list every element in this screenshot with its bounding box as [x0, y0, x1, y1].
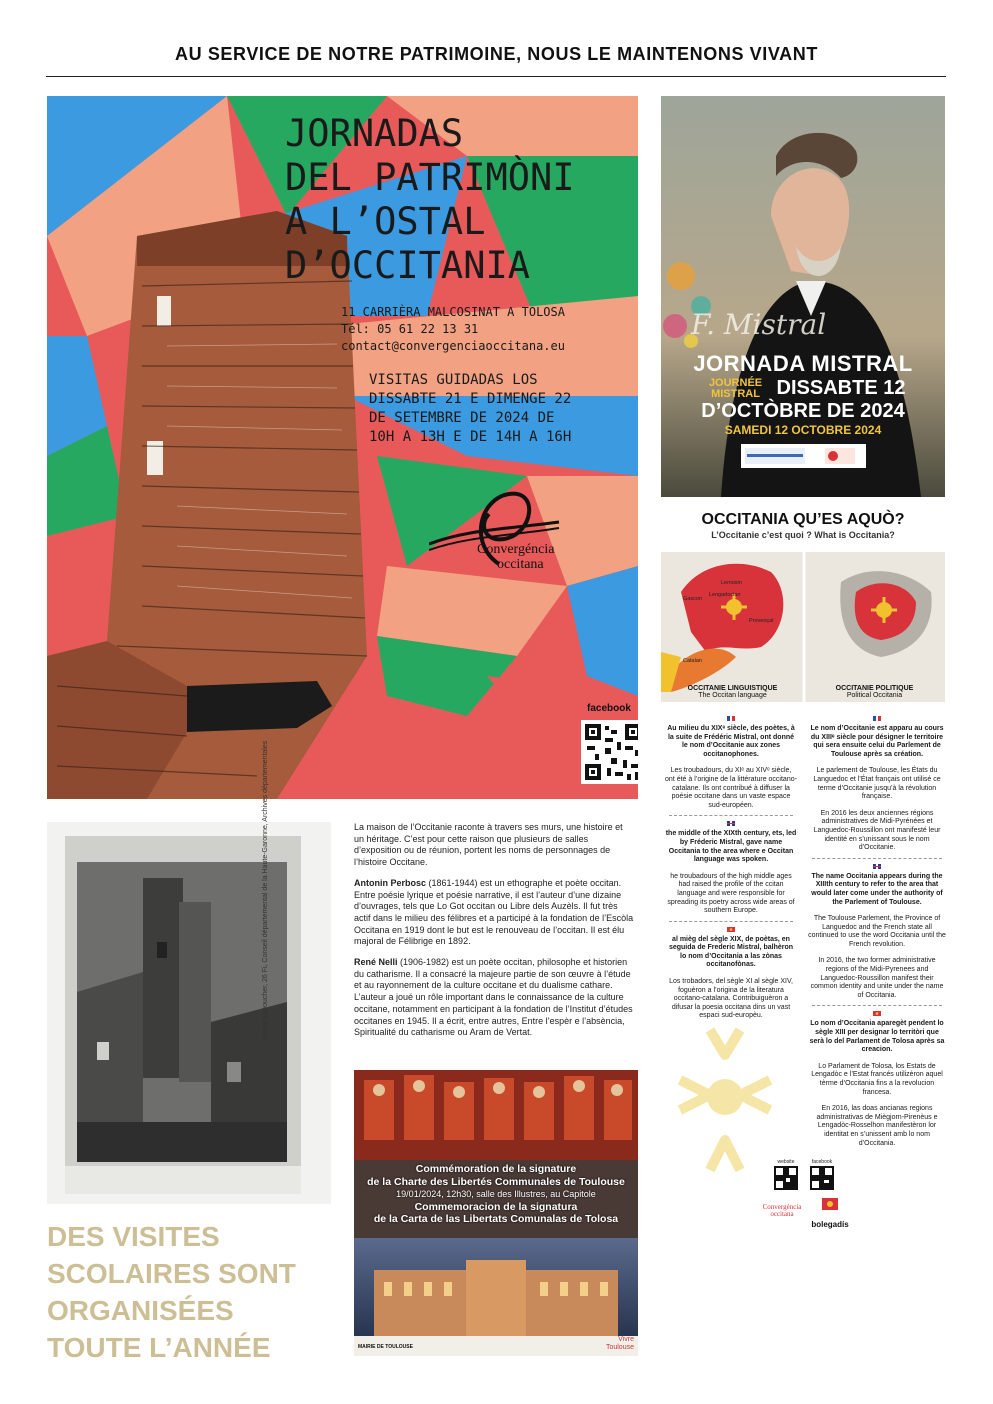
vivre-toulouse-logo	[590, 1336, 634, 1352]
convergencia-logo-text	[477, 542, 555, 572]
occitania-maps	[661, 552, 945, 702]
mistral-line-1: JORNADA MISTRAL	[693, 351, 913, 376]
visits-line: TOUTE L’ANNÉE	[47, 1332, 271, 1363]
mistral-title-block	[661, 351, 945, 437]
charte-poster	[354, 1070, 638, 1356]
text-block: Le parlement de Toulouse, les États du Languedoc et l’État français ont utilisé ce terme d’Occitanie jusqu’à la révolution française.	[813, 767, 941, 801]
logo-line: Vivre	[618, 1336, 634, 1343]
charte-line: de la Carta de las Libertats Comunalas de Tolosa	[373, 1213, 619, 1225]
text-block: En 2016, las doas ancianas regions administrativas de Miègjorn-Pirenèus e Lengadòc-Rosselhon manifestèron lor identitat en s’unissent amb lo nom d’Occitania.	[816, 1105, 938, 1147]
occitania-left-column	[665, 716, 797, 1021]
divider	[812, 858, 942, 859]
map-label-line: OCCITANIE POLITIQUE	[835, 685, 914, 692]
poster-visits-line: DISSABTE 21 E DIMENGE 22	[369, 391, 572, 407]
bolegadis-logo-text: bolegadís	[811, 1220, 849, 1229]
text-block: al mièg del sègle XIX, de poètas, en seguida de Frederic Mistral, balhèron lo nom d’Occitania a las zònas occitanofònas.	[668, 935, 794, 969]
partner-logos-icon	[741, 444, 866, 468]
text-block: Les troubadours, du XIᵉ au XIVᵉ siècle, ont été à l’origine de la littérature occitano-catalane. Ils ont contribué à diffuser la poésie occitane dans un vaste espace sud-européen.	[665, 767, 797, 809]
mistral-signature: F. Mistral	[691, 308, 827, 341]
poster-visits-line: DE SETEMBRE DE 2024 DE	[369, 410, 555, 426]
map-region-label: Lemosin	[721, 580, 742, 586]
jornadas-poster	[47, 96, 638, 799]
mistral-logos	[741, 444, 866, 468]
facebook-label: facebook	[811, 1159, 833, 1165]
mistral-line-3: D’OCTÒBRE DE 2024	[701, 400, 905, 422]
bolegadis-logo-icon	[822, 1198, 838, 1210]
map-label-line: The Occitan language	[698, 692, 767, 699]
logo-line: Convergéncia	[477, 542, 555, 557]
mistral-line-2: DISSABTE 12	[776, 377, 906, 399]
occitan-flag-icon	[727, 927, 735, 932]
mistral-poster	[661, 96, 945, 497]
poster-visits-line: 10H A 13H E DE 14H A 16H	[369, 429, 572, 445]
poster-phone: Tél: 05 61 22 13 31	[341, 322, 479, 336]
school-visits-callout	[47, 1218, 296, 1366]
text-block: Lo Parlament de Tolosa, los Estats de Lengadòc e l’Estat francés utilizèron aquel tèrme d’Occitania fins a la revolucion francesa.	[811, 1062, 943, 1096]
text-block: The name Occitania appears during the XIIIth century to refer to the area that would later come under the authority of the Parlement of Toulouse.	[811, 872, 943, 906]
map-region-label: Provençal	[749, 618, 774, 624]
poster-title: JORNADAS DEL PATRIMÒNI A L’OSTAL D’OCCITANIA	[285, 112, 575, 287]
logo-line: Convergéncia	[762, 1203, 802, 1211]
text-block: Los trobadors, del sègle XI al sègle XIV, foguèron a l’origina de la literatura occitano-catalana. Contribuiguèron a difusar la poesia occitana dins un vast espaci sud-europèu.	[669, 978, 793, 1020]
qr-code-icon	[581, 720, 638, 784]
visits-line: SCOLAIRES SONT	[47, 1258, 296, 1289]
website-label: website	[777, 1159, 795, 1165]
mistral-line-2-wrap	[661, 377, 945, 400]
historic-photo	[47, 822, 331, 1204]
nelli-text: (1906-1982) est un poète occitan, philosophe et historien du catharisme. Il a consacré la majeure partie de son œuvre à l’étude et au rayonnement de la culture occitane et du dualisme cathare. L’auteur a joué un rôle important dans le connaissance de la culture occitane, notamment en participant à la fondation de l’Institut d’études occitanes en 1945. Il a écrit, entre autres, Entre l’espèr e l’absència, Spiritualité du catharisme ou Aram de Vertat.	[354, 957, 633, 1038]
convergencia-small-logo	[752, 1204, 812, 1218]
poster-facebook-label: facebook	[587, 703, 631, 714]
occitania-map-art	[661, 552, 945, 702]
header-rule	[46, 76, 946, 77]
perbosc-paragraph	[354, 878, 634, 948]
occitan-cross-icon	[670, 1010, 780, 1190]
french-flag-icon	[727, 716, 735, 721]
qr-code-icon	[810, 1166, 834, 1190]
visits-line: ORGANISÉES	[47, 1295, 234, 1326]
text-block: The Toulouse Parlement, the Province of Languedoc and the French state all continued to use the word Occitania until the French revolution.	[808, 915, 946, 948]
occitania-right-column	[808, 716, 946, 1148]
logo-line: occitana	[770, 1210, 794, 1218]
intro-paragraph: La maison de l’Occitanie raconte à travers ses murs, une histoire et un héritage. C’est pour cette raison que plusieurs de salles d’exposition ou de réunion, portent les noms de personnages de l’histoire Occitane.	[354, 822, 623, 868]
charte-text	[354, 1163, 638, 1226]
photo-credit: Fonds Laboucher, 26 Fi, Conseil départemental de la Haute-Garonne, Archives départementales	[262, 740, 269, 1040]
qr-code-icon	[774, 1166, 798, 1190]
divider	[669, 921, 793, 922]
visits-line: DES VISITES	[47, 1221, 220, 1252]
mistral-line-2-small: JOURNÉE MISTRAL	[708, 376, 763, 400]
divider	[669, 815, 793, 816]
map-region-label: Lengadocian	[709, 592, 741, 598]
text-block: he troubadours of the high middle ages had raised the profile of the ccitan language and were responsible for spreading its poetry across wide areas of southern Europe.	[667, 872, 795, 915]
text-block: En 2016 les deux anciennes régions administratives de Midi-Pyrénées et Languedoc-Roussillon ont manifesté leur identité en s’unissant sous le nom d’Occitanie.	[813, 809, 941, 852]
uk-flag-icon	[873, 864, 881, 869]
map-region-label: Catalan	[683, 658, 702, 664]
text-block: In 2016, the two former administrative regions of the Midi-Pyrenees and Languedoc-Roussillon manifest their common identity and unite under the name of Occitania.	[810, 957, 944, 999]
poster-visits	[369, 371, 571, 447]
mistral-line-4: SAMEDI 12 OCTOBRE 2024	[724, 423, 882, 437]
map-region-label: Gascon	[683, 596, 702, 602]
logo-line: occitana	[497, 557, 544, 572]
divider	[812, 1005, 942, 1006]
poster-visits-line: VISITAS GUIDADAS LOS	[369, 372, 538, 388]
text-block: Le nom d’Occitanie est apparu au cours du XIIIᵉ siècle pour désigner le territoire qui sera ensuite celui du Parlement de Toulouse après sa création.	[810, 725, 944, 758]
occitan-flag-icon	[873, 1011, 881, 1016]
uk-flag-icon	[727, 821, 735, 826]
charte-line: Commémoration de la signature	[415, 1163, 577, 1175]
logo-line: Toulouse	[605, 1344, 634, 1351]
charte-line: Commemoracion de la signatura	[414, 1200, 578, 1213]
occitania-subtitle: L’Occitanie c’est quoi ? What is Occitania?	[711, 530, 895, 540]
perbosc-name: Antonin Perbosc	[354, 877, 427, 888]
occitania-title: OCCITANIA QU’ES AQUÒ?	[701, 511, 905, 528]
poster-email: contact@convergenciaoccitana.eu	[341, 339, 565, 353]
body-text	[354, 822, 634, 1048]
charte-line: de la Charte des Libertés Communales de Toulouse	[367, 1175, 625, 1188]
charte-date: 19/01/2024, 12h30, salle des Illustres, au Capitole	[396, 1189, 596, 1199]
map-left-label	[661, 685, 804, 699]
text-block: Lo nom d’Occitania aparegèt pendent lo sègle XIII per designar lo territòri que serà lo del Parlament de Tolosa après sa creacion.	[809, 1020, 945, 1054]
map-right-label	[804, 685, 945, 699]
historic-photo-art	[47, 822, 331, 1204]
page-headline: AU SERVICE DE NOTRE PATRIMOINE, NOUS LE MAINTENONS VIVANT	[175, 44, 818, 64]
french-flag-icon	[873, 716, 881, 721]
mairie-logo: MAIRIE DE TOULOUSE	[358, 1344, 413, 1350]
nelli-paragraph	[354, 957, 634, 1039]
text-block: the middle of the XIXth century, ets, led by Fréderic Mistral, gave name Occitania to the area where e Occitan language was spoken.	[665, 830, 797, 864]
poster-address: 11 CARRIÈRA MALCOSINAT A TOLOSA	[341, 305, 565, 319]
map-label-line: OCCITANIE LINGUISTIQUE	[687, 685, 778, 692]
poster-contact	[341, 304, 565, 355]
nelli-name: René Nelli	[354, 957, 398, 968]
text-block: Au milieu du XIXᵉ siècle, des poètes, à la suite de Frédéric Mistral, ont donné le nom d’Occitanie aux zones occitanophones.	[667, 725, 795, 758]
perbosc-text: (1861-1944) est un ethographe et poète occitan. Entre poésie lyrique et poésie narrative, il est l’auteur d’une dizaine d’ouvrages, tels que Lo Got occitan ou Libre dels Auzèls. Il fut très actif dans le milieu des félibres et a participé à la fondation de l’Escòla Occitana en 1919 dont le but est le renouveau de l’occitan. Il est élu majoral de Félibrige en 1892.	[354, 877, 634, 947]
map-label-line: Political Occitania	[846, 692, 903, 699]
